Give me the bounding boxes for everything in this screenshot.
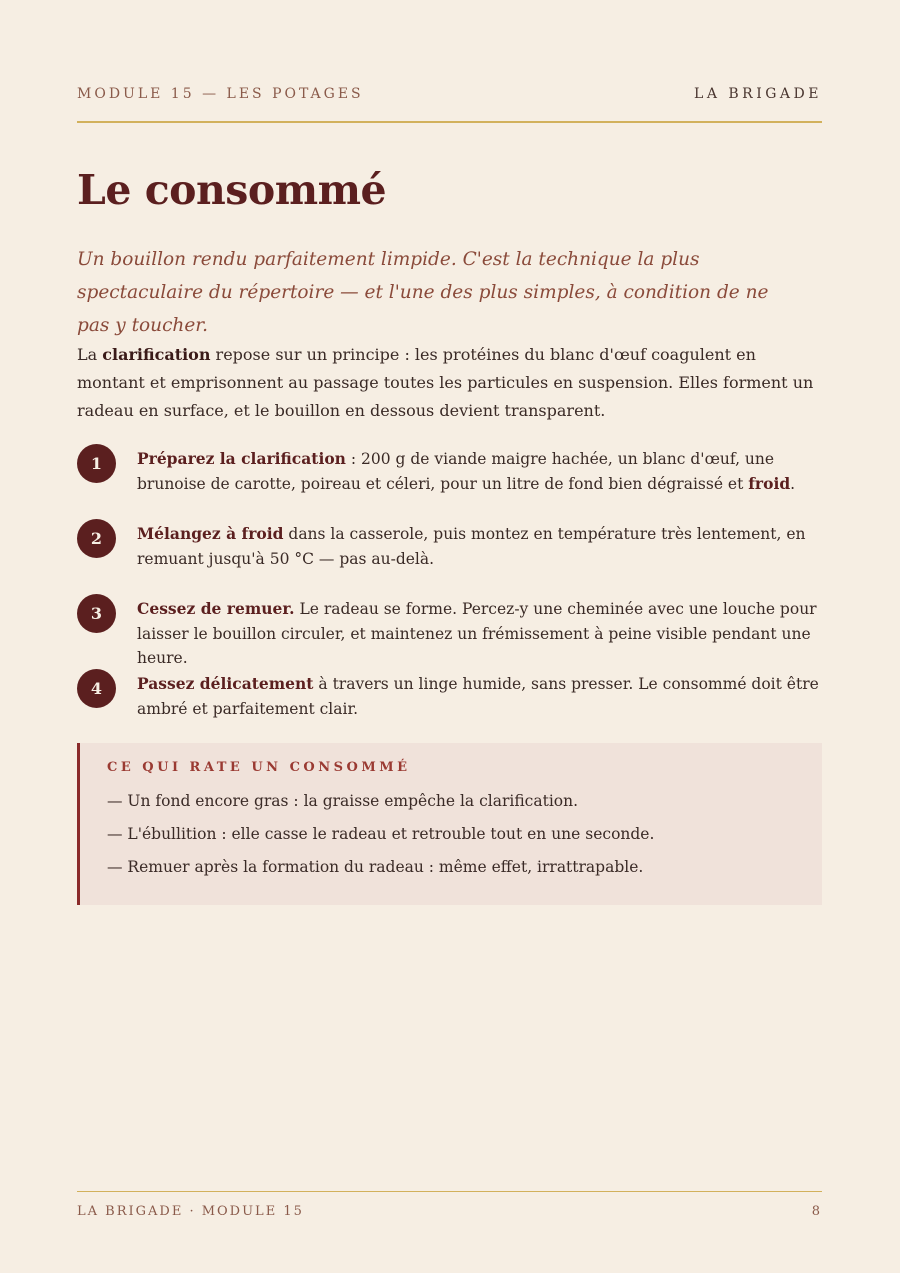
module-label: MODULE 15 — LES POTAGES bbox=[77, 86, 364, 102]
page-number: 8 bbox=[811, 1204, 822, 1219]
step-bold: Passez délicatement bbox=[137, 674, 314, 693]
step-bold: Mélangez à froid bbox=[137, 524, 284, 543]
page-title: Le consommé bbox=[77, 166, 387, 214]
step-text bbox=[137, 522, 822, 571]
step-number-badge: 1 bbox=[77, 444, 116, 483]
warning-callout bbox=[77, 743, 822, 905]
brand-label: LA BRIGADE bbox=[694, 86, 822, 102]
step-text bbox=[137, 597, 822, 671]
intro-paragraph bbox=[77, 341, 822, 425]
step-body: Le radeau se forme. Percez-y une cheminée avec une louche pour laisser le bouillon circuler, et maintenez un frémissement à peine visible pendant une heure. bbox=[137, 600, 817, 667]
footer-divider bbox=[77, 1191, 822, 1192]
step-item bbox=[77, 518, 822, 574]
step-number-badge: 3 bbox=[77, 594, 116, 633]
intro-after: repose sur un principe : les protéines du blanc d'œuf coagulent en montant et emprisonnent au passage toutes les particules en suspension. Elles forment un radeau en surface, et le bouillon en dessous devient transparent. bbox=[77, 345, 814, 420]
callout-title: CE QUI RATE UN CONSOMMÉ bbox=[107, 760, 411, 775]
footer-label: LA BRIGADE · MODULE 15 bbox=[77, 1204, 304, 1219]
step-bold: Cessez de remuer. bbox=[137, 599, 295, 618]
callout-item: — L'ébullition : elle casse le radeau et retrouble tout en une seconde. bbox=[107, 825, 655, 843]
step-number-badge: 4 bbox=[77, 669, 116, 708]
step-number-badge: 2 bbox=[77, 519, 116, 558]
step-item bbox=[77, 443, 822, 499]
step-text bbox=[137, 447, 822, 496]
callout-item: — Un fond encore gras : la graisse empêche la clarification. bbox=[107, 792, 579, 810]
lead-paragraph: Un bouillon rendu parfaitement limpide. C'est la technique la plus spectaculaire du répertoire — et l'une des plus simples, à condition de ne pas y toucher. bbox=[77, 249, 769, 336]
intro-bold: clarification bbox=[102, 345, 211, 364]
callout-item: — Remuer après la formation du radeau : même effet, irrattrapable. bbox=[107, 858, 644, 876]
header-divider bbox=[77, 121, 822, 123]
step-tail: . bbox=[790, 474, 796, 493]
step-body: à travers un linge humide, sans presser. Le consommé doit être ambré et parfaitement clair. bbox=[137, 675, 819, 718]
page-footer bbox=[77, 1204, 822, 1219]
step-text bbox=[137, 672, 822, 721]
intro-before: La bbox=[77, 345, 103, 364]
step-body: dans la casserole, puis montez en température très lentement, en remuant jusqu'à 50 °C — pas au-delà. bbox=[137, 525, 806, 568]
page bbox=[77, 0, 822, 1273]
step-bold: Préparez la clarification bbox=[137, 449, 346, 468]
step-body: : 200 g de viande maigre hachée, un blanc d'œuf, une brunoise de carotte, poireau et céleri, pour un litre de fond bien dégraissé et bbox=[137, 450, 775, 493]
step-item bbox=[77, 668, 822, 724]
step-item bbox=[77, 593, 822, 667]
step-emphasis: froid bbox=[748, 473, 791, 493]
page-header bbox=[77, 86, 822, 102]
